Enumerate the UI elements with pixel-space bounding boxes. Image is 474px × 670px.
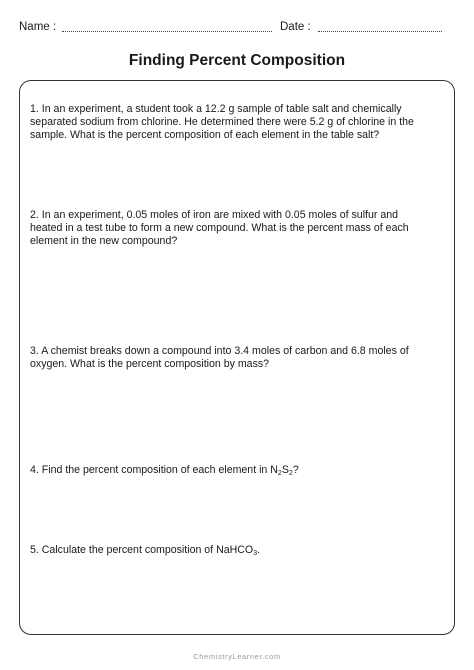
name-label: Name : [19, 21, 57, 33]
footer-watermark: ChemistryLearner.com [193, 652, 281, 661]
date-field[interactable] [318, 31, 442, 32]
question-4-end: ? [292, 464, 299, 476]
date-label: Date : [280, 21, 311, 33]
formula-element: NaHCO [216, 544, 254, 556]
question-4 [30, 464, 430, 477]
question-5-text: 5. Calculate the percent composition of [30, 544, 217, 556]
question-4-formula [270, 464, 293, 476]
question-1 [30, 103, 430, 143]
question-5-end: . [257, 544, 261, 556]
page-title: Finding Percent Composition [128, 52, 346, 69]
question-3 [30, 345, 430, 371]
question-1-text: 1. In an experiment, a student took a 12.2 g sample of table salt and chemically separated sodium from chlorine. He determined there were 5.2 g of chlorine in the sample. What is the percent composition of each element in the table salt? [30, 103, 414, 142]
question-5 [30, 544, 430, 557]
question-2-text: 2. In an experiment, 0.05 moles of iron are mixed with 0.05 moles of sulfur and heated in a test tube to form a new compound. What is the percent mass of each element in the new compound? [30, 209, 409, 248]
question-2 [30, 209, 430, 249]
formula-subscript: 2 [288, 470, 293, 477]
question-4-text: 4. Find the percent composition of each element in [30, 464, 271, 476]
question-5-formula [216, 544, 257, 556]
formula-element: S [281, 464, 289, 476]
name-field[interactable] [62, 31, 272, 32]
formula-subscript: 3 [253, 550, 258, 557]
formula-subscript: 2 [277, 470, 282, 477]
formula-element: N [270, 464, 278, 476]
header-row [0, 20, 474, 36]
question-3-text: 3. A chemist breaks down a compound into 3.4 moles of carbon and 6.8 moles of oxygen. What is the percent composition by mass? [30, 345, 409, 371]
